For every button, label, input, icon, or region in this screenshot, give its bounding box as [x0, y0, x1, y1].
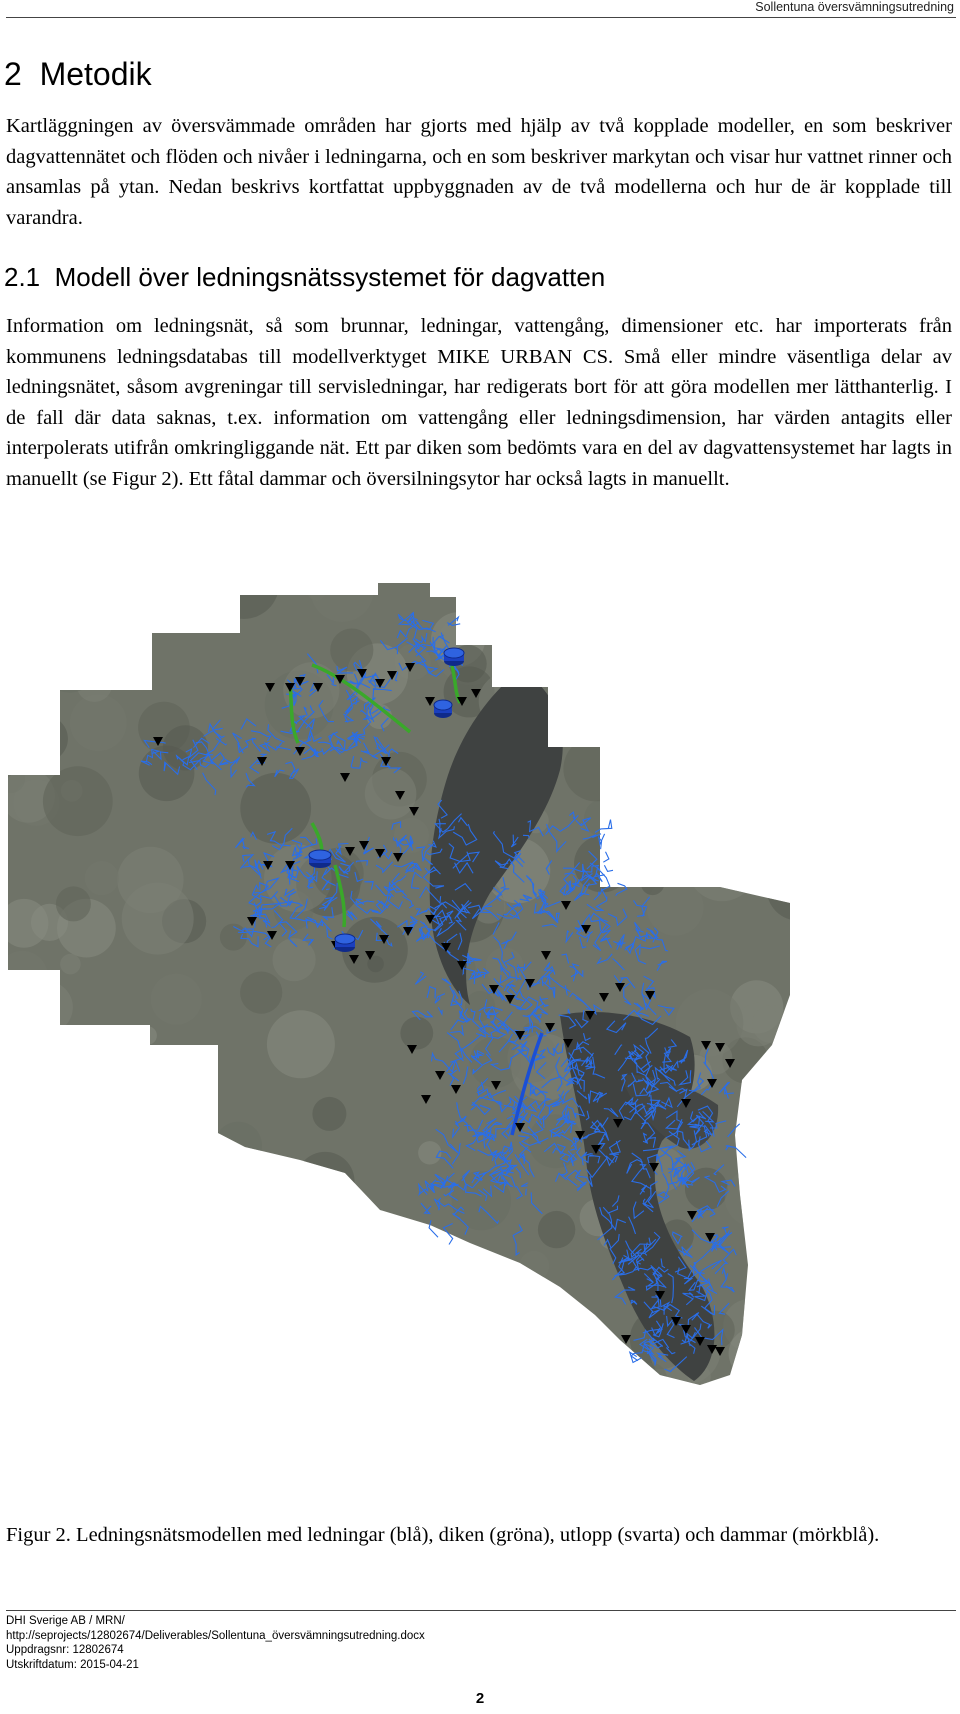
section-number: 2 — [4, 56, 22, 92]
land-patch — [704, 809, 728, 833]
section-title: Metodik — [39, 56, 152, 92]
land-patch — [77, 1155, 138, 1216]
land-patch — [34, 1060, 56, 1082]
subsection-title: Modell över ledningsnätssystemet för dagvatten — [54, 262, 606, 292]
page-footer — [6, 1614, 425, 1672]
land-patch — [418, 1141, 441, 1164]
land-patch — [701, 575, 741, 608]
land-patch — [689, 850, 723, 884]
land-patch — [204, 1347, 227, 1370]
land-patch — [73, 1311, 93, 1331]
land-patch — [70, 694, 127, 751]
land-patch — [158, 1084, 208, 1134]
land-patch — [152, 1083, 176, 1107]
figure-caption: Figur 2. Ledningsnätsmodellen med ledningar (blå), diken (gröna), utlopp (svarta) och dammar (mörkblå). — [6, 1524, 880, 1546]
subsection-number: 2.1 — [4, 262, 41, 292]
land-patch — [86, 1166, 131, 1211]
land-patch — [605, 715, 655, 765]
land-patch — [21, 981, 73, 1033]
land-patch — [137, 1342, 173, 1378]
land-patch — [426, 1362, 486, 1422]
land-patch — [139, 746, 195, 802]
aerial-land — [0, 575, 960, 1515]
land-patch — [122, 883, 194, 955]
pipe-line — [526, 1189, 527, 1196]
land-patch — [614, 736, 663, 785]
land-patch — [141, 1353, 210, 1422]
land-patch — [67, 1153, 85, 1171]
land-patch — [641, 872, 664, 895]
land-patch — [282, 1177, 327, 1222]
land-patch — [76, 666, 112, 702]
pond-icon — [444, 648, 464, 666]
land-patch — [125, 628, 149, 652]
pipe-line — [326, 889, 330, 890]
land-patch — [504, 1324, 524, 1344]
land-patch — [757, 1259, 803, 1305]
land-patch — [459, 1303, 481, 1325]
land-patch — [267, 1010, 335, 1078]
land-patch — [36, 1192, 70, 1226]
land-patch — [60, 954, 81, 975]
land-patch — [607, 669, 662, 724]
land-patch — [685, 1168, 728, 1211]
intro-paragraph: Kartläggningen av översvämmade områden har gjorts med hjälp av två kopplade modeller, en som beskriver dagvattennätet och flöden och nivåer i ledningarna, och en som beskriver markytan och visar hur vattnet rinner och ansamlas på ytan. Nedan beskrivs kortfattat uppbyggnaden av de två modellerna och hur de är kopplade till varandra. — [6, 115, 952, 229]
land-patch — [757, 640, 783, 666]
land-patch — [688, 832, 757, 901]
land-patch — [138, 1026, 157, 1045]
land-patch — [0, 899, 48, 948]
land-patch — [538, 1211, 575, 1248]
land-patch — [0, 974, 33, 1007]
land-patch — [588, 634, 651, 697]
land-patch — [788, 1254, 807, 1273]
land-patch — [764, 1252, 829, 1317]
footer-line: Uppdragsnr: 12802674 — [6, 1644, 124, 1656]
land-patch — [0, 1350, 43, 1416]
land-patch — [236, 1248, 291, 1303]
subsection-heading — [4, 262, 605, 293]
land-patch — [211, 1205, 241, 1235]
land-patch — [744, 575, 801, 618]
pipe-line — [603, 852, 609, 862]
land-patch — [542, 591, 568, 617]
footer-rule — [6, 1610, 956, 1611]
subsection-paragraph: Information om ledningsnät, så som brunnar, ledningar, vattengång, dimensioner etc. har importerats från kommunens ledningsdatabas till modellverktyget MIKE URBAN CS. Små eller mindre väsentliga delar av ledningsnätet, såsom avgreningar till servisledningar, har redigerats bort för att göra modellen mer lätthanterlig. I de fall där data saknas, t.ex. information om vattengång eller ledningsdimension, har värden antagits eller interpolerats utifrån omkringliggande nät. Ett par diken som bedömts vara en del av dagvattensystemet har lagts in manuellt (se Figur 2). Ett fåtal dammar och översilningsytor har också lagts in manuellt. — [6, 315, 952, 490]
pond-icon — [434, 700, 452, 718]
land-patch — [220, 924, 247, 951]
land-patch — [636, 1363, 667, 1394]
land-patch — [627, 575, 654, 590]
footer-line: DHI Sverige AB / MRN/ — [6, 1615, 125, 1627]
pond-icon — [335, 934, 355, 952]
land-patch — [400, 1017, 433, 1050]
land-patch — [752, 1005, 790, 1043]
land-patch — [330, 629, 373, 672]
land-patch — [368, 1353, 403, 1388]
land-patch — [764, 1035, 826, 1097]
land-patch — [153, 1086, 185, 1118]
land-patch — [85, 861, 119, 895]
land-patch — [72, 1075, 124, 1127]
land-patch — [0, 637, 41, 679]
land-patch — [41, 635, 99, 693]
footer-link[interactable]: http://seprojects/12802674/Deliverables/Sollentuna_översvämningsutredning.docx — [6, 1629, 425, 1642]
land-patch — [101, 1333, 124, 1356]
land-patch — [0, 1194, 12, 1212]
land-patch — [576, 595, 599, 618]
page-number: 2 — [475, 1690, 485, 1707]
land-patch — [215, 1122, 262, 1169]
header-title: Sollentuna översvämningsutredning — [755, 0, 954, 14]
land-patch — [658, 744, 681, 767]
land-patch — [43, 766, 113, 836]
land-patch — [22, 1069, 82, 1129]
land-patch — [104, 1225, 171, 1292]
land-patch — [365, 768, 417, 820]
land-patch — [519, 1251, 549, 1281]
land-patch — [504, 639, 535, 670]
land-patch — [767, 857, 831, 921]
land-patch — [546, 637, 593, 684]
land-patch — [151, 974, 202, 1025]
pipe-line — [604, 865, 613, 871]
network-map-figure — [0, 575, 960, 1515]
land-patch — [623, 621, 660, 658]
land-patch — [725, 1169, 783, 1227]
footer-line: Utskriftdatum: 2015-04-21 — [6, 1658, 139, 1671]
network-map — [0, 575, 960, 1515]
land-patch — [296, 1152, 355, 1211]
land-patch — [13, 1063, 31, 1081]
land-patch — [240, 773, 311, 844]
land-patch — [760, 772, 798, 810]
land-patch — [56, 886, 91, 921]
section-heading — [4, 56, 152, 93]
land-patch — [137, 1103, 206, 1172]
land-patch — [563, 736, 628, 801]
land-patch — [11, 1052, 71, 1112]
land-patch — [371, 1327, 442, 1398]
land-patch — [0, 580, 67, 652]
land-patch — [17, 1207, 71, 1261]
header-rule — [6, 17, 956, 18]
page-header — [0, 0, 960, 24]
land-patch — [349, 1358, 388, 1397]
land-patch — [729, 1328, 780, 1379]
pond-icon — [309, 850, 331, 868]
land-patch — [240, 972, 282, 1014]
land-patch — [215, 1166, 266, 1217]
land-patch — [728, 650, 798, 720]
land-patch — [417, 1240, 455, 1278]
land-patch — [22, 716, 68, 762]
land-patch — [312, 1097, 346, 1131]
land-patch — [746, 649, 811, 714]
land-patch — [492, 1354, 515, 1377]
land-patch — [497, 589, 557, 649]
